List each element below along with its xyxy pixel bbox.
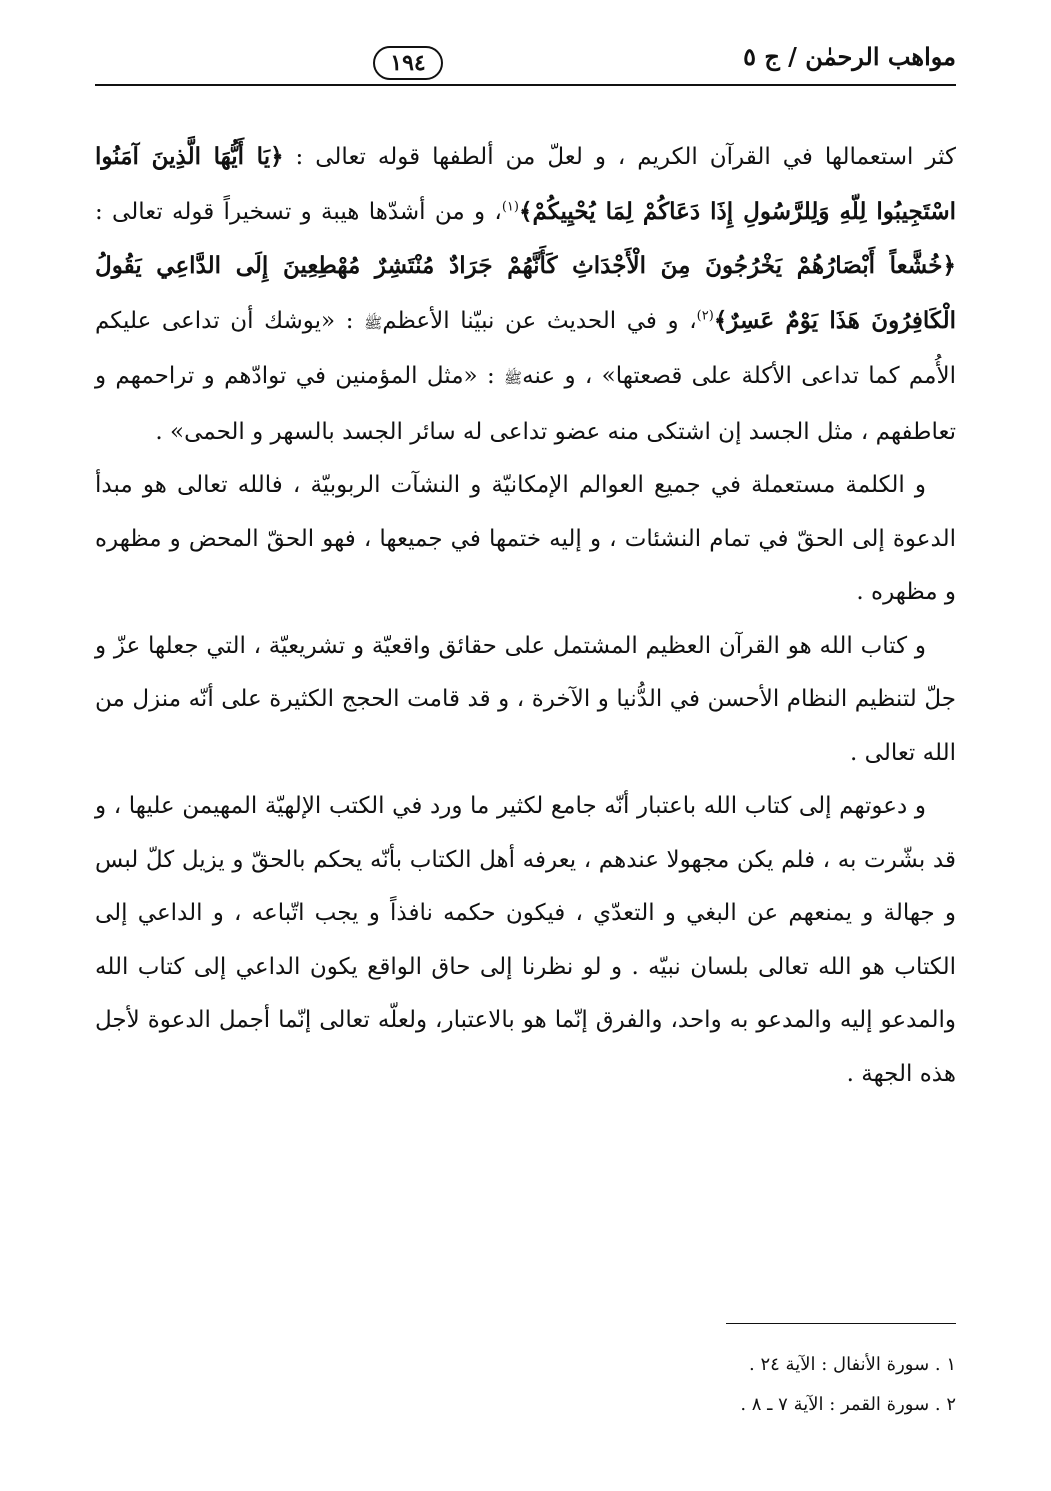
paragraph-4: و دعوتهم إلى كتاب الله باعتبار أنّه جامع لكثير ما ورد في الكتب الإلهيّة المهيمن عليها ، و قد بشّرت به ، فلم يكن مجهولا عندهم ، يعرفه أهل الكتاب بأنّه يحكم بالحقّ و يزيل كلّ لبس و جهالة و يمنعهم عن البغي و التعدّي ، فيكون حكمه نافذاً و يجب اتّباعه ، و الداعي إلى الكتاب هو الله تعالى بلسان نبيّه . و لو نظرنا إلى حاق الواقع يكون الداعي إلى كتاب الله والمدعو إليه والمدعو به واحد، والفرق إنّما هو بالاعتبار، ولعلّه تعالى إنّما أجمل الدعوة لأجل هذه الجهة .: [95, 793, 956, 1087]
page-header: [95, 38, 956, 92]
footnotes: [95, 1345, 956, 1425]
salawat-symbol: ﷺ: [504, 369, 523, 387]
text-run: ، و في الحديث عن نبيّنا الأعظم: [382, 307, 697, 334]
page-number: ١٩٤: [373, 46, 443, 80]
hadith-quote-2: : «مثل المؤمنين في توادّهم و تراحمهم و تعاطفهم ، مثل الجسد إن اشتكى منه عضو تداعى له سائر الجسد بالسهر و الحمى» .: [95, 363, 956, 445]
footnote-ref-1: (١): [501, 198, 519, 214]
paragraph-1: [95, 130, 956, 459]
paragraph-2: و الكلمة مستعملة في جميع العوالم الإمكانيّة و النشآت الربوبيّة ، فالله تعالى هو مبدأ الدعوة إلى الحقّ في تمام النشئات ، و إليه ختمها في جميعها ، فهو الحقّ المحض و مظهره و مظهره .: [95, 472, 956, 605]
text-run: ، و من أشدّها هيبة و تسخيراً قوله تعالى :: [95, 198, 502, 225]
body-text: [95, 130, 956, 1101]
footnote-ref-2: (٢): [696, 307, 714, 323]
text-run: كثر استعمالها في القرآن الكريم ، و لعلّ من ألطفها قوله تعالى :: [283, 144, 956, 170]
footnote-2: ٢ . سورة القمر : الآية ٧ ـ ٨ .: [740, 1394, 956, 1415]
hadith-quote-1: : «يوشك أن تداعى عليكم الأُمم كما تداعى الأكلة على قصعتها» ، و عنه: [95, 307, 956, 389]
header-rule: [95, 84, 956, 86]
quran-verse-anfal: ﴿يَا أَيُّهَا الَّذِينَ آمَنُوا اسْتَجِيبُوا لِلّهِ وَلِلرَّسُولِ إِذَا دَعَاكُمْ لِمَا يُحْيِيكُمْ﴾: [95, 143, 956, 225]
salawat-symbol: ﷺ: [364, 313, 383, 332]
quran-verse-qamar: ﴿خُشَّعاً أَبْصَارُهُمْ يَخْرُجُونَ مِنَ الْأَجْدَاثِ كَأَنَّهُمْ جَرَادٌ مُنْتَشِرٌ مُهْطِعِينَ إِلَى الدَّاعِي يَقُولُ الْكَافِرُونَ هَذَا يَوْمٌ عَسِرٌ﴾: [95, 252, 957, 334]
paragraph-3: و كتاب الله هو القرآن العظيم المشتمل على حقائق واقعيّة و تشريعيّة ، التي جعلها عزّ و جلّ لتنظيم النظام الأحسن في الدُّنيا و الآخرة ، و قد قامت الحجج الكثيرة على أنّه منزل من الله تعالى .: [95, 632, 956, 766]
footnote-separator: [726, 1323, 956, 1324]
footnote-1: ١ . سورة الأنفال : الآية ٢٤ .: [749, 1354, 956, 1375]
running-title: مواهب الرحمٰن / ج ٥: [743, 42, 956, 71]
